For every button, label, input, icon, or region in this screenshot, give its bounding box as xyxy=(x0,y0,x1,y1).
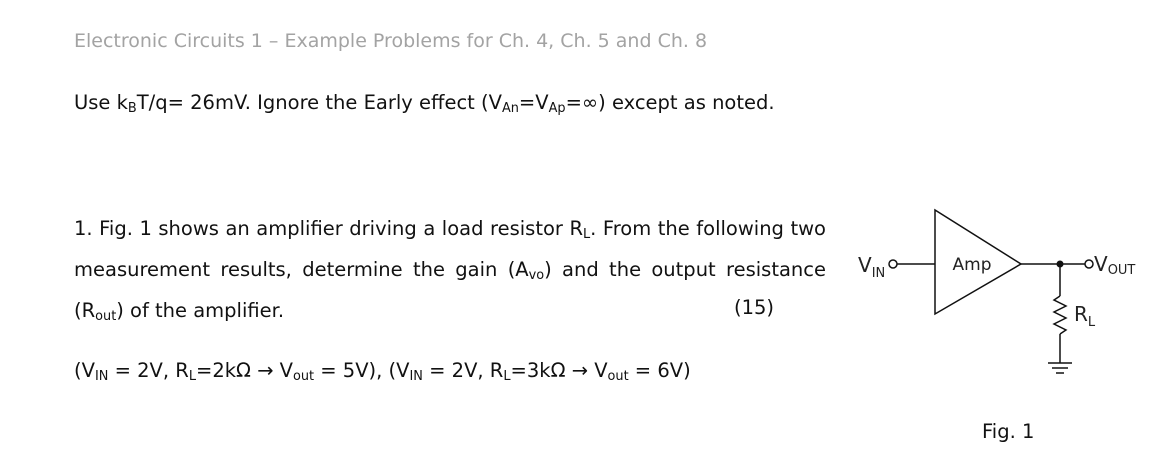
measurement-text: =3kΩ → V xyxy=(510,359,608,382)
problem-subscript: out xyxy=(95,309,117,325)
rl-label: $R_L$ xyxy=(1074,302,1096,330)
output-terminal xyxy=(1085,260,1093,268)
problem-text: ) of the amplifier. xyxy=(116,299,285,322)
problem-text: 1. Fig. 1 shows an amplifier driving a load resistor R xyxy=(74,217,583,240)
measurement-subscript: L xyxy=(188,369,196,385)
measurement-subscript: IN xyxy=(94,369,109,385)
measurement-text: = 2V, R xyxy=(422,359,504,382)
problem-subscript: L xyxy=(583,227,591,243)
problem-text: . From the following two measurement results, determine the gain (A xyxy=(74,217,826,281)
problem-subscript: vo xyxy=(528,268,545,284)
input-terminal xyxy=(889,260,897,268)
instructions-text: =∞) except as noted. xyxy=(565,91,775,114)
amplifier-circuit-diagram xyxy=(848,200,1148,390)
instructions-text: Use k xyxy=(74,91,128,114)
problem-text: ) and the output resistance (R xyxy=(74,258,827,322)
measurement-subscript: out xyxy=(607,369,629,385)
instructions-subscript: Ap xyxy=(548,101,566,117)
vout-label: VOUT xyxy=(1094,252,1136,278)
amplifier-circuit-figure xyxy=(848,200,1148,390)
problem-1-points: (15) xyxy=(734,296,775,319)
instructions-text: =V xyxy=(518,91,549,114)
measurement-results xyxy=(74,359,691,385)
measurement-subscript: L xyxy=(503,369,511,385)
load-resistor xyxy=(1054,296,1066,334)
instructions-line xyxy=(74,91,775,117)
measurement-text: = 2V, R xyxy=(108,359,189,382)
figure-caption: Fig. 1 xyxy=(982,420,1035,443)
measurement-text: =2kΩ → V xyxy=(195,359,293,382)
problem-1-statement xyxy=(74,208,826,331)
measurement-subscript: IN xyxy=(409,369,423,385)
measurement-text: = 6V) xyxy=(628,359,691,382)
instructions-text: T/q= 26mV. Ignore the Early effect (V xyxy=(136,91,502,114)
instructions-subscript: An xyxy=(501,101,519,117)
vin-label: $V_{IN}$ xyxy=(858,253,886,281)
measurement-subscript: out xyxy=(293,369,315,385)
amp-label: Amp xyxy=(952,255,992,275)
measurement-text: = 5V), (V xyxy=(314,359,410,382)
instructions-subscript: B xyxy=(127,101,137,117)
measurement-text: (V xyxy=(74,359,95,382)
document-header: Electronic Circuits 1 – Example Problems for Ch. 4, Ch. 5 and Ch. 8 xyxy=(74,30,708,52)
